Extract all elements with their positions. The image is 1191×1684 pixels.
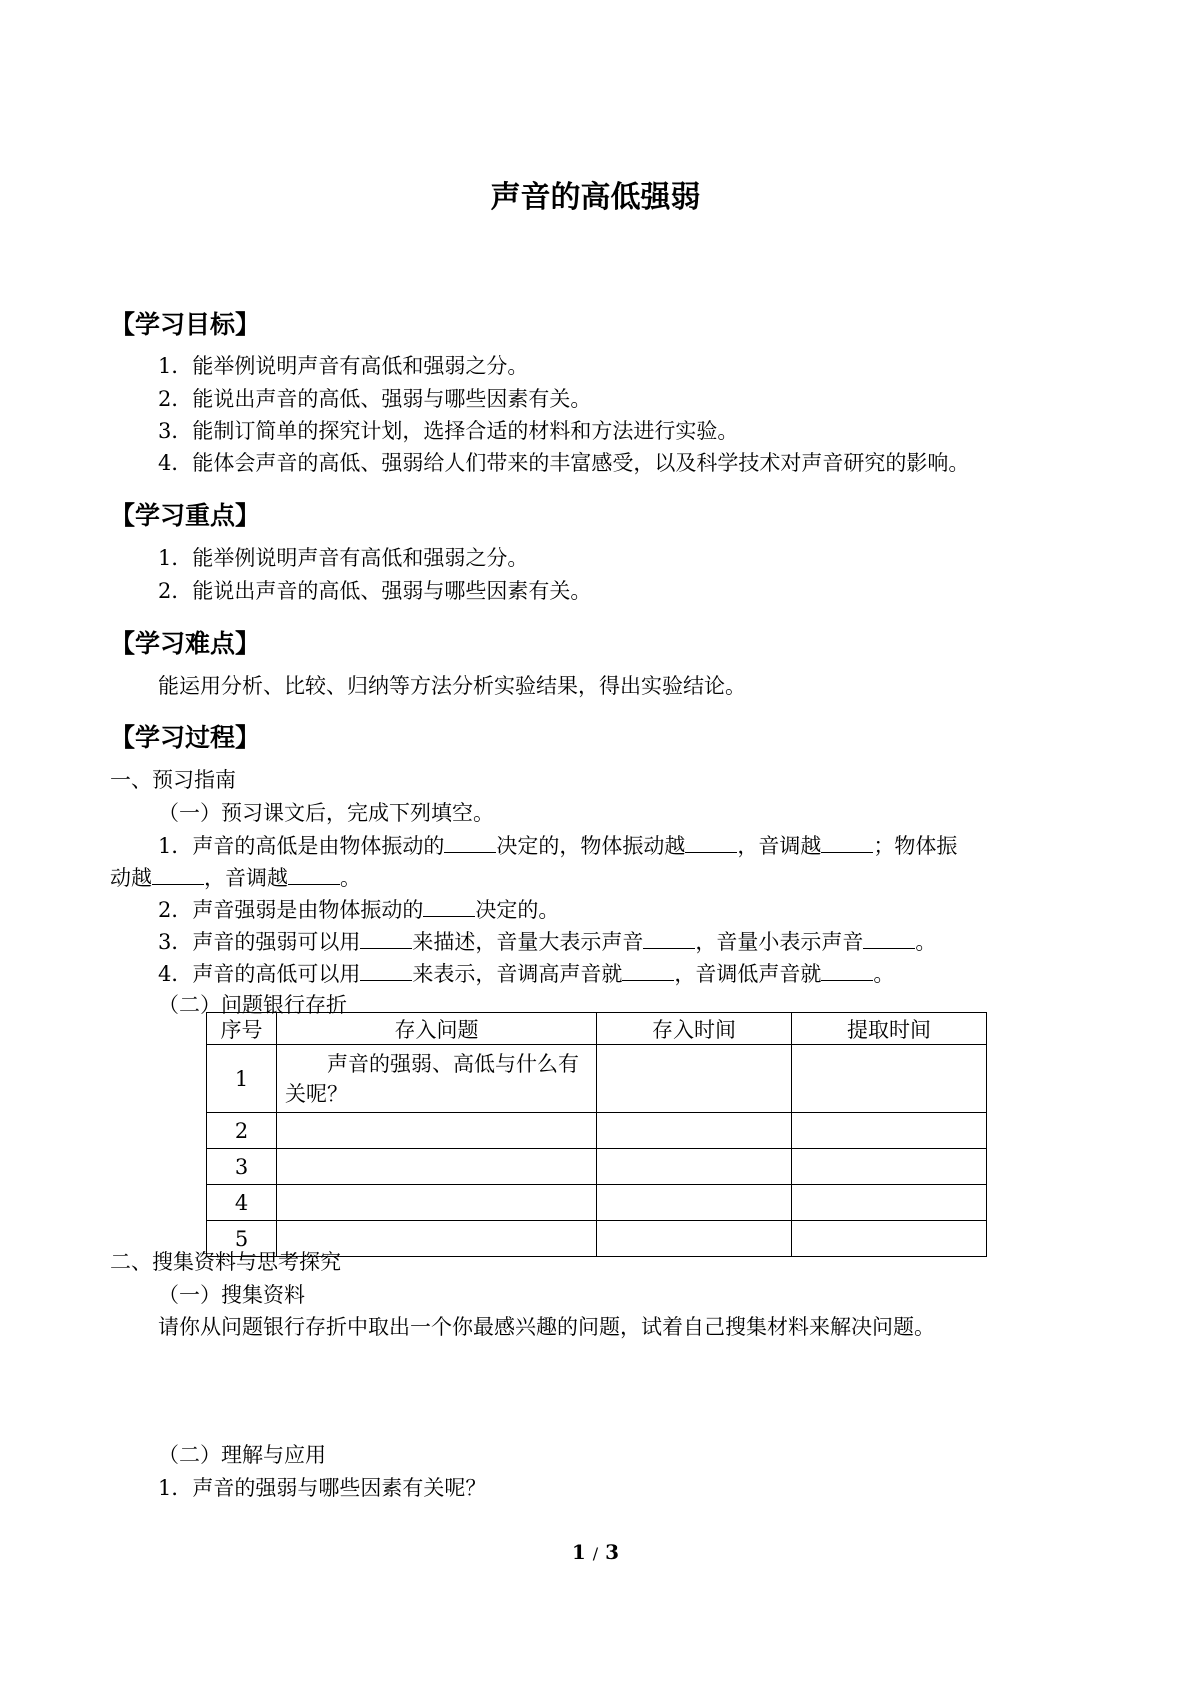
keypoints-heading: 【学习重点】 [110,501,261,530]
withdraw-time-cell[interactable] [792,1149,987,1185]
deposit-time-cell[interactable] [597,1045,792,1113]
subsection-heading: （二）理解与应用 [158,1443,326,1467]
withdraw-time-cell[interactable] [792,1113,987,1149]
fill-question-1-cont: 动越 ，音调越 。 [110,866,361,890]
keypoint-item: 2．能说出声音的高低、强弱与哪些因素有关。 [158,579,592,603]
goal-item: 2．能说出声音的高低、强弱与哪些因素有关。 [158,387,592,411]
subsection-heading: （二）问题银行存折 [158,993,347,1017]
column-header: 存入时间 [597,1013,792,1045]
table-row [207,1045,987,1113]
keypoint-item: 1．能举例说明声音有高低和强弱之分。 [158,546,529,570]
answer-blank[interactable] [622,960,674,981]
table-header-row [207,1013,987,1045]
row-number: 5 [207,1221,277,1257]
deposit-time-cell[interactable] [597,1149,792,1185]
answer-blank[interactable] [152,864,204,885]
withdraw-time-cell[interactable] [792,1045,987,1113]
difficulties-text: 能运用分析、比较、归纳等方法分析实验结果，得出实验结论。 [158,674,746,698]
goal-item: 1．能举例说明声音有高低和强弱之分。 [158,354,529,378]
column-header: 存入问题 [277,1013,597,1045]
section-heading: 二、搜集资料与思考探究 [110,1250,341,1274]
answer-blank[interactable] [821,960,873,981]
answer-blank[interactable] [685,832,737,853]
deposit-time-cell[interactable] [597,1113,792,1149]
deposit-time-cell[interactable] [597,1221,792,1257]
subsection-heading: （一）搜集资料 [158,1283,305,1307]
subsection-heading: （一）预习课文后，完成下列填空。 [158,801,494,825]
fill-question-1: 1．声音的高低是由物体振动的 决定的，物体振动越 ，音调越 ；物体振 [158,834,958,858]
answer-blank[interactable] [360,928,412,949]
column-header: 提取时间 [792,1013,987,1045]
instruction-text: 请你从问题银行存折中取出一个你最感兴趣的问题，试着自己搜集材料来解决问题。 [158,1315,935,1339]
goal-item: 3．能制订简单的探究计划，选择合适的材料和方法进行实验。 [158,419,739,443]
question-cell[interactable]: 声音的强弱、高低与什么有关呢？ [277,1045,597,1113]
answer-blank[interactable] [863,928,915,949]
goals-heading: 【学习目标】 [110,310,261,339]
process-heading: 【学习过程】 [110,723,261,752]
withdraw-time-cell[interactable] [792,1185,987,1221]
answer-blank[interactable] [423,896,475,917]
row-number: 2 [207,1113,277,1149]
answer-blank[interactable] [444,832,496,853]
question-text: 1．声音的强弱与哪些因素有关呢？ [158,1476,487,1500]
row-number: 3 [207,1149,277,1185]
table-row [207,1113,987,1149]
withdraw-time-cell[interactable] [792,1221,987,1257]
fill-question-3: 3．声音的强弱可以用 来描述，音量大表示声音 ，音量小表示声音 。 [158,930,937,954]
answer-blank[interactable] [360,960,412,981]
answer-blank[interactable] [643,928,695,949]
fill-question-2: 2．声音强弱是由物体振动的 决定的。 [158,898,560,922]
question-bank-table [206,1012,987,1257]
table-row [207,1185,987,1221]
question-cell[interactable] [277,1113,597,1149]
table-row [207,1149,987,1185]
deposit-time-cell[interactable] [597,1185,792,1221]
difficulties-heading: 【学习难点】 [110,629,261,658]
fill-question-4: 4．声音的高低可以用 来表示，音调高声音就 ，音调低声音就 。 [158,962,895,986]
section-heading: 一、预习指南 [110,768,236,792]
row-number: 4 [207,1185,277,1221]
answer-blank[interactable] [288,864,340,885]
question-cell[interactable] [277,1149,597,1185]
page-title: 声音的高低强弱 [490,180,701,215]
goal-item: 4．能体会声音的高低、强弱给人们带来的丰富感受，以及科学技术对声音研究的影响。 [158,451,970,475]
column-header: 序号 [207,1013,277,1045]
answer-blank[interactable] [821,832,873,853]
question-cell[interactable] [277,1185,597,1221]
row-number: 1 [207,1045,277,1113]
page-number: 1 / 3 [571,1540,620,1564]
